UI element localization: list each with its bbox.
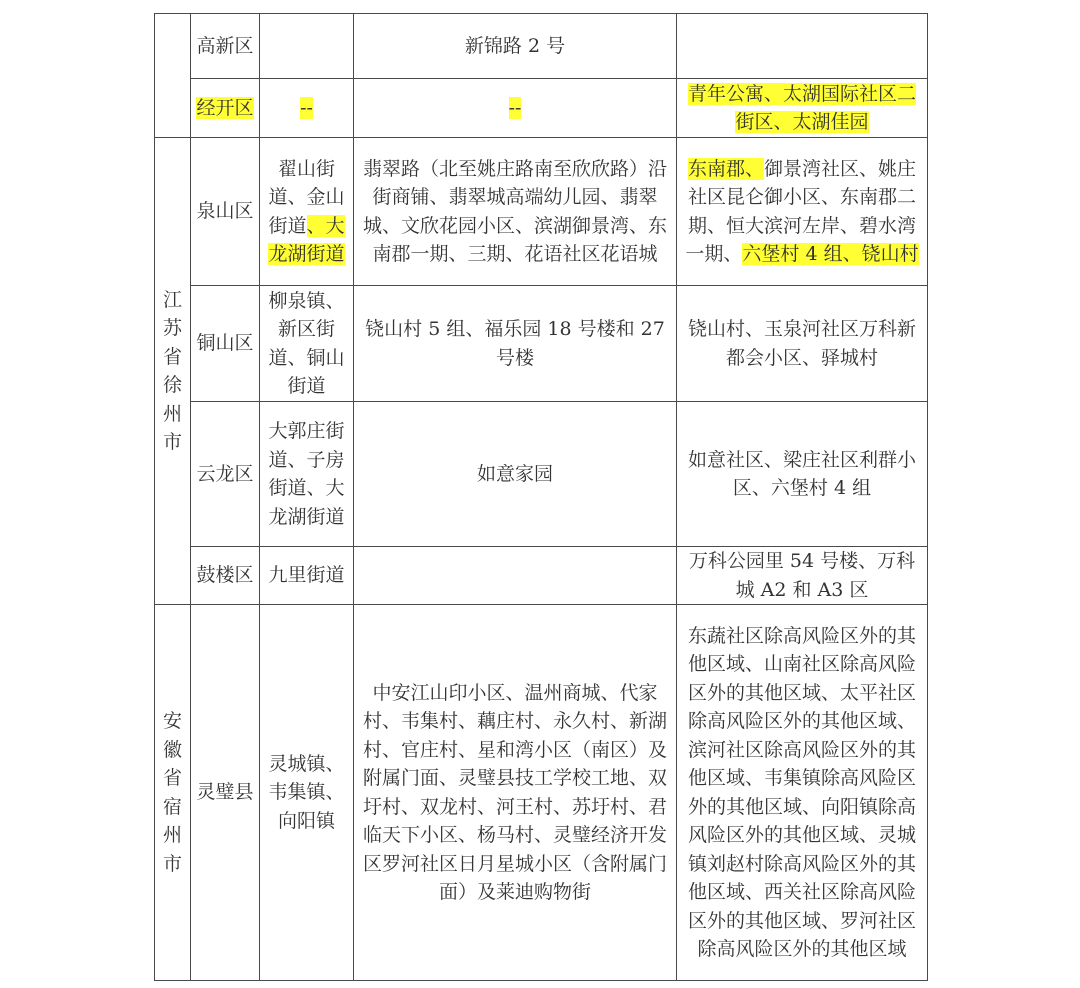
low-risk-cell [677, 138, 928, 286]
district-cell: 铜山区 [191, 286, 260, 402]
table-row [155, 138, 928, 286]
mid-risk-cell: 中安江山印小区、温州商城、代家村、韦集村、藕庄村、永久村、新湖村、官庄村、星和湾小区（南区）及附属门面、灵璧县技工学校工地、双圩村、双龙村、河王村、苏圩村、君临天下小区、杨马村、灵璧经济开发区罗河社区日月星城小区（含附属门面）及莱迪购物街 [354, 605, 677, 981]
highlighted-text: 、大龙湖街道 [268, 214, 345, 265]
district-cell: 鼓楼区 [191, 547, 260, 605]
low-risk-cell [677, 14, 928, 79]
highlighted-text: 东南郡、 [687, 157, 764, 180]
street-cell [260, 79, 354, 138]
highlighted-text: 经开区 [196, 96, 254, 119]
low-risk-cell: 铙山村、玉泉河社区万科新都会小区、驿城村 [677, 286, 928, 402]
table-row [155, 14, 928, 79]
district-cell: 高新区 [191, 14, 260, 79]
street-text: 翟山街道、金山街道 [268, 157, 345, 237]
low-risk-cell: 东蔬社区除高风险区外的其他区域、山南社区除高风险区外的其他区域、太平社区除高风险区外的其他区域、滨河社区除高风险区外的其他区域、韦集镇除高风险区外的其他区域、向阳镇除高风险区外的其他区域、灵城镇刘赵村除高风险区外的其他区域、西关社区除高风险区外的其他区域、罗河社区除高风险区外的其他区域 [677, 605, 928, 981]
low-risk-cell [677, 79, 928, 138]
table-row [155, 286, 928, 402]
table-row [155, 402, 928, 547]
street-cell: 灵城镇、韦集镇、向阳镇 [260, 605, 354, 981]
mid-risk-cell [354, 547, 677, 605]
table-row [155, 605, 928, 981]
highlighted-text: 六堡村 4 组、铙山村 [742, 243, 919, 265]
table-row [155, 547, 928, 605]
street-cell: 九里街道 [260, 547, 354, 605]
district-cell: 灵璧县 [191, 605, 260, 981]
mid-risk-cell: 铙山村 5 组、福乐园 18 号楼和 27 号楼 [354, 286, 677, 402]
mid-risk-cell [354, 79, 677, 138]
province-cell: 安徽省宿州市 [155, 605, 191, 981]
street-cell [260, 138, 354, 286]
province-cell: 江苏省徐州市 [155, 138, 191, 605]
mid-risk-cell: 翡翠路（北至姚庄路南至欣欣路）沿街商铺、翡翠城高端幼儿园、翡翠城、文欣花园小区、滨湖御景湾、东南郡一期、三期、花语社区花语城 [354, 138, 677, 286]
mid-risk-cell: 新锦路 2 号 [354, 14, 677, 79]
street-cell: 柳泉镇、新区街道、铜山街道 [260, 286, 354, 402]
district-cell: 泉山区 [191, 138, 260, 286]
highlighted-text: -- [508, 96, 522, 119]
highlighted-text: -- [300, 96, 313, 119]
province-cell-continued [155, 14, 191, 138]
district-cell [191, 79, 260, 138]
low-risk-text: 御景湾社区、姚庄社区昆仑御小区、东南郡二期、恒大滨河左岸、碧水湾一期、 [685, 157, 917, 265]
table-row [155, 79, 928, 138]
highlighted-text: 青年公寓、太湖国际社区二街区、太湖佳园 [687, 82, 916, 133]
street-cell [260, 14, 354, 79]
street-cell: 大郭庄街道、子房街道、大龙湖街道 [260, 402, 354, 547]
risk-area-table [154, 13, 928, 981]
low-risk-cell: 万科公园里 54 号楼、万科城 A2 和 A3 区 [677, 547, 928, 605]
mid-risk-cell: 如意家园 [354, 402, 677, 547]
district-cell: 云龙区 [191, 402, 260, 547]
low-risk-cell: 如意社区、梁庄社区利群小区、六堡村 4 组 [677, 402, 928, 547]
